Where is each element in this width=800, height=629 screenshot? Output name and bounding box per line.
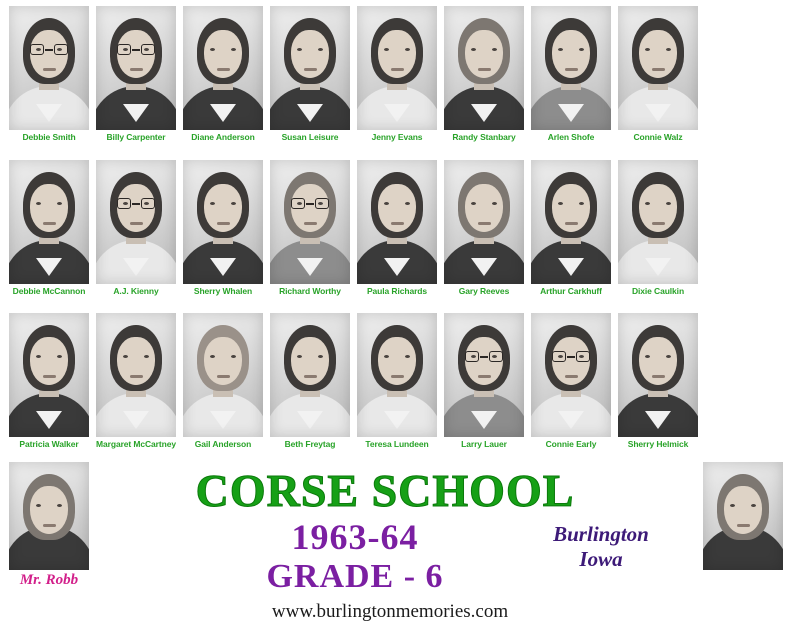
student-name: Arlen Shofe: [547, 132, 595, 142]
student-cell[interactable]: [528, 160, 614, 311]
student-name: Diane Anderson: [191, 132, 255, 142]
student-portrait: [444, 313, 524, 437]
student-name: Randy Stanbary: [452, 132, 516, 142]
student-name: Connie Walz: [633, 132, 683, 142]
student-portrait: [9, 160, 89, 284]
student-cell[interactable]: [528, 313, 614, 464]
student-cell[interactable]: [267, 6, 353, 157]
student-portrait: [531, 160, 611, 284]
location-block: [516, 522, 686, 572]
student-cell[interactable]: [6, 160, 92, 311]
student-name: Debbie Smith: [22, 132, 76, 142]
student-portrait: [531, 313, 611, 437]
student-cell[interactable]: [180, 160, 266, 311]
state-name: Iowa: [579, 547, 623, 571]
student-name: Sherry Helmick: [627, 439, 689, 449]
student-cell[interactable]: [615, 6, 701, 157]
student-row-1: [0, 6, 800, 157]
student-cell[interactable]: [267, 160, 353, 311]
student-cell[interactable]: [441, 6, 527, 157]
student-name: Debbie McCannon: [12, 286, 86, 296]
grade-label: GRADE - 6: [266, 558, 444, 595]
student-portrait: [183, 160, 263, 284]
city-name: Burlington: [553, 522, 649, 546]
student-portrait: [96, 6, 176, 130]
student-cell[interactable]: [6, 313, 92, 464]
title-banner: [0, 460, 800, 629]
student-cell[interactable]: [441, 160, 527, 311]
student-name: Arthur Carkhuff: [540, 286, 602, 296]
student-cell[interactable]: [93, 6, 179, 157]
student-cell[interactable]: [528, 6, 614, 157]
student-name: Billy Carpenter: [106, 132, 166, 142]
student-portrait: [357, 6, 437, 130]
student-portrait: [444, 160, 524, 284]
student-name: Susan Leisure: [281, 132, 339, 142]
student-cell[interactable]: [93, 313, 179, 464]
student-cell[interactable]: [441, 313, 527, 464]
student-cell[interactable]: [615, 160, 701, 311]
student-name: Gail Anderson: [194, 439, 252, 449]
student-cell[interactable]: [6, 6, 92, 157]
student-portrait: [270, 313, 350, 437]
student-name: Teresa Lundeen: [365, 439, 429, 449]
student-cell[interactable]: [180, 6, 266, 157]
student-row-3: [0, 313, 800, 464]
student-cell[interactable]: [615, 313, 701, 464]
teacher-cell-right[interactable]: [700, 462, 786, 602]
student-name: Larry Lauer: [461, 439, 507, 449]
student-cell[interactable]: [354, 160, 440, 311]
student-cell[interactable]: [354, 6, 440, 157]
student-row-2: [0, 160, 800, 311]
student-portrait: [531, 6, 611, 130]
student-name: Dixie Caulkin: [631, 286, 685, 296]
student-portrait: [270, 6, 350, 130]
student-portrait: [183, 313, 263, 437]
student-name: Patricia Walker: [19, 439, 79, 449]
student-portrait: [357, 313, 437, 437]
student-portrait: [183, 6, 263, 130]
student-portrait: [270, 160, 350, 284]
student-name: Margaret McCartney: [96, 439, 176, 449]
website-url[interactable]: www.burlingtonmemories.com: [271, 601, 509, 622]
student-cell[interactable]: [180, 313, 266, 464]
student-portrait: [618, 313, 698, 437]
student-cell[interactable]: [267, 313, 353, 464]
student-cell[interactable]: [354, 313, 440, 464]
student-name: Beth Freytag: [284, 439, 336, 449]
student-portrait: [618, 160, 698, 284]
school-name: CORSE SCHOOL: [195, 465, 575, 516]
student-cell[interactable]: [93, 160, 179, 311]
student-name: Connie Early: [545, 439, 597, 449]
student-name: Gary Reeves: [458, 286, 510, 296]
student-portrait: [357, 160, 437, 284]
student-name: A.J. Kienny: [113, 286, 159, 296]
student-portrait: [618, 6, 698, 130]
student-portrait: [96, 313, 176, 437]
student-name: Sherry Whalen: [193, 286, 253, 296]
student-portrait: [96, 160, 176, 284]
student-portrait: [9, 6, 89, 130]
student-portrait: [444, 6, 524, 130]
student-portrait: [9, 313, 89, 437]
student-name: Paula Richards: [366, 286, 427, 296]
student-name: Jenny Evans: [371, 132, 423, 142]
student-name: Richard Worthy: [279, 286, 341, 296]
school-year: 1963-64: [291, 517, 419, 557]
teacher-portrait: [703, 462, 783, 570]
teacher-name: Mr. Robb: [19, 572, 79, 588]
